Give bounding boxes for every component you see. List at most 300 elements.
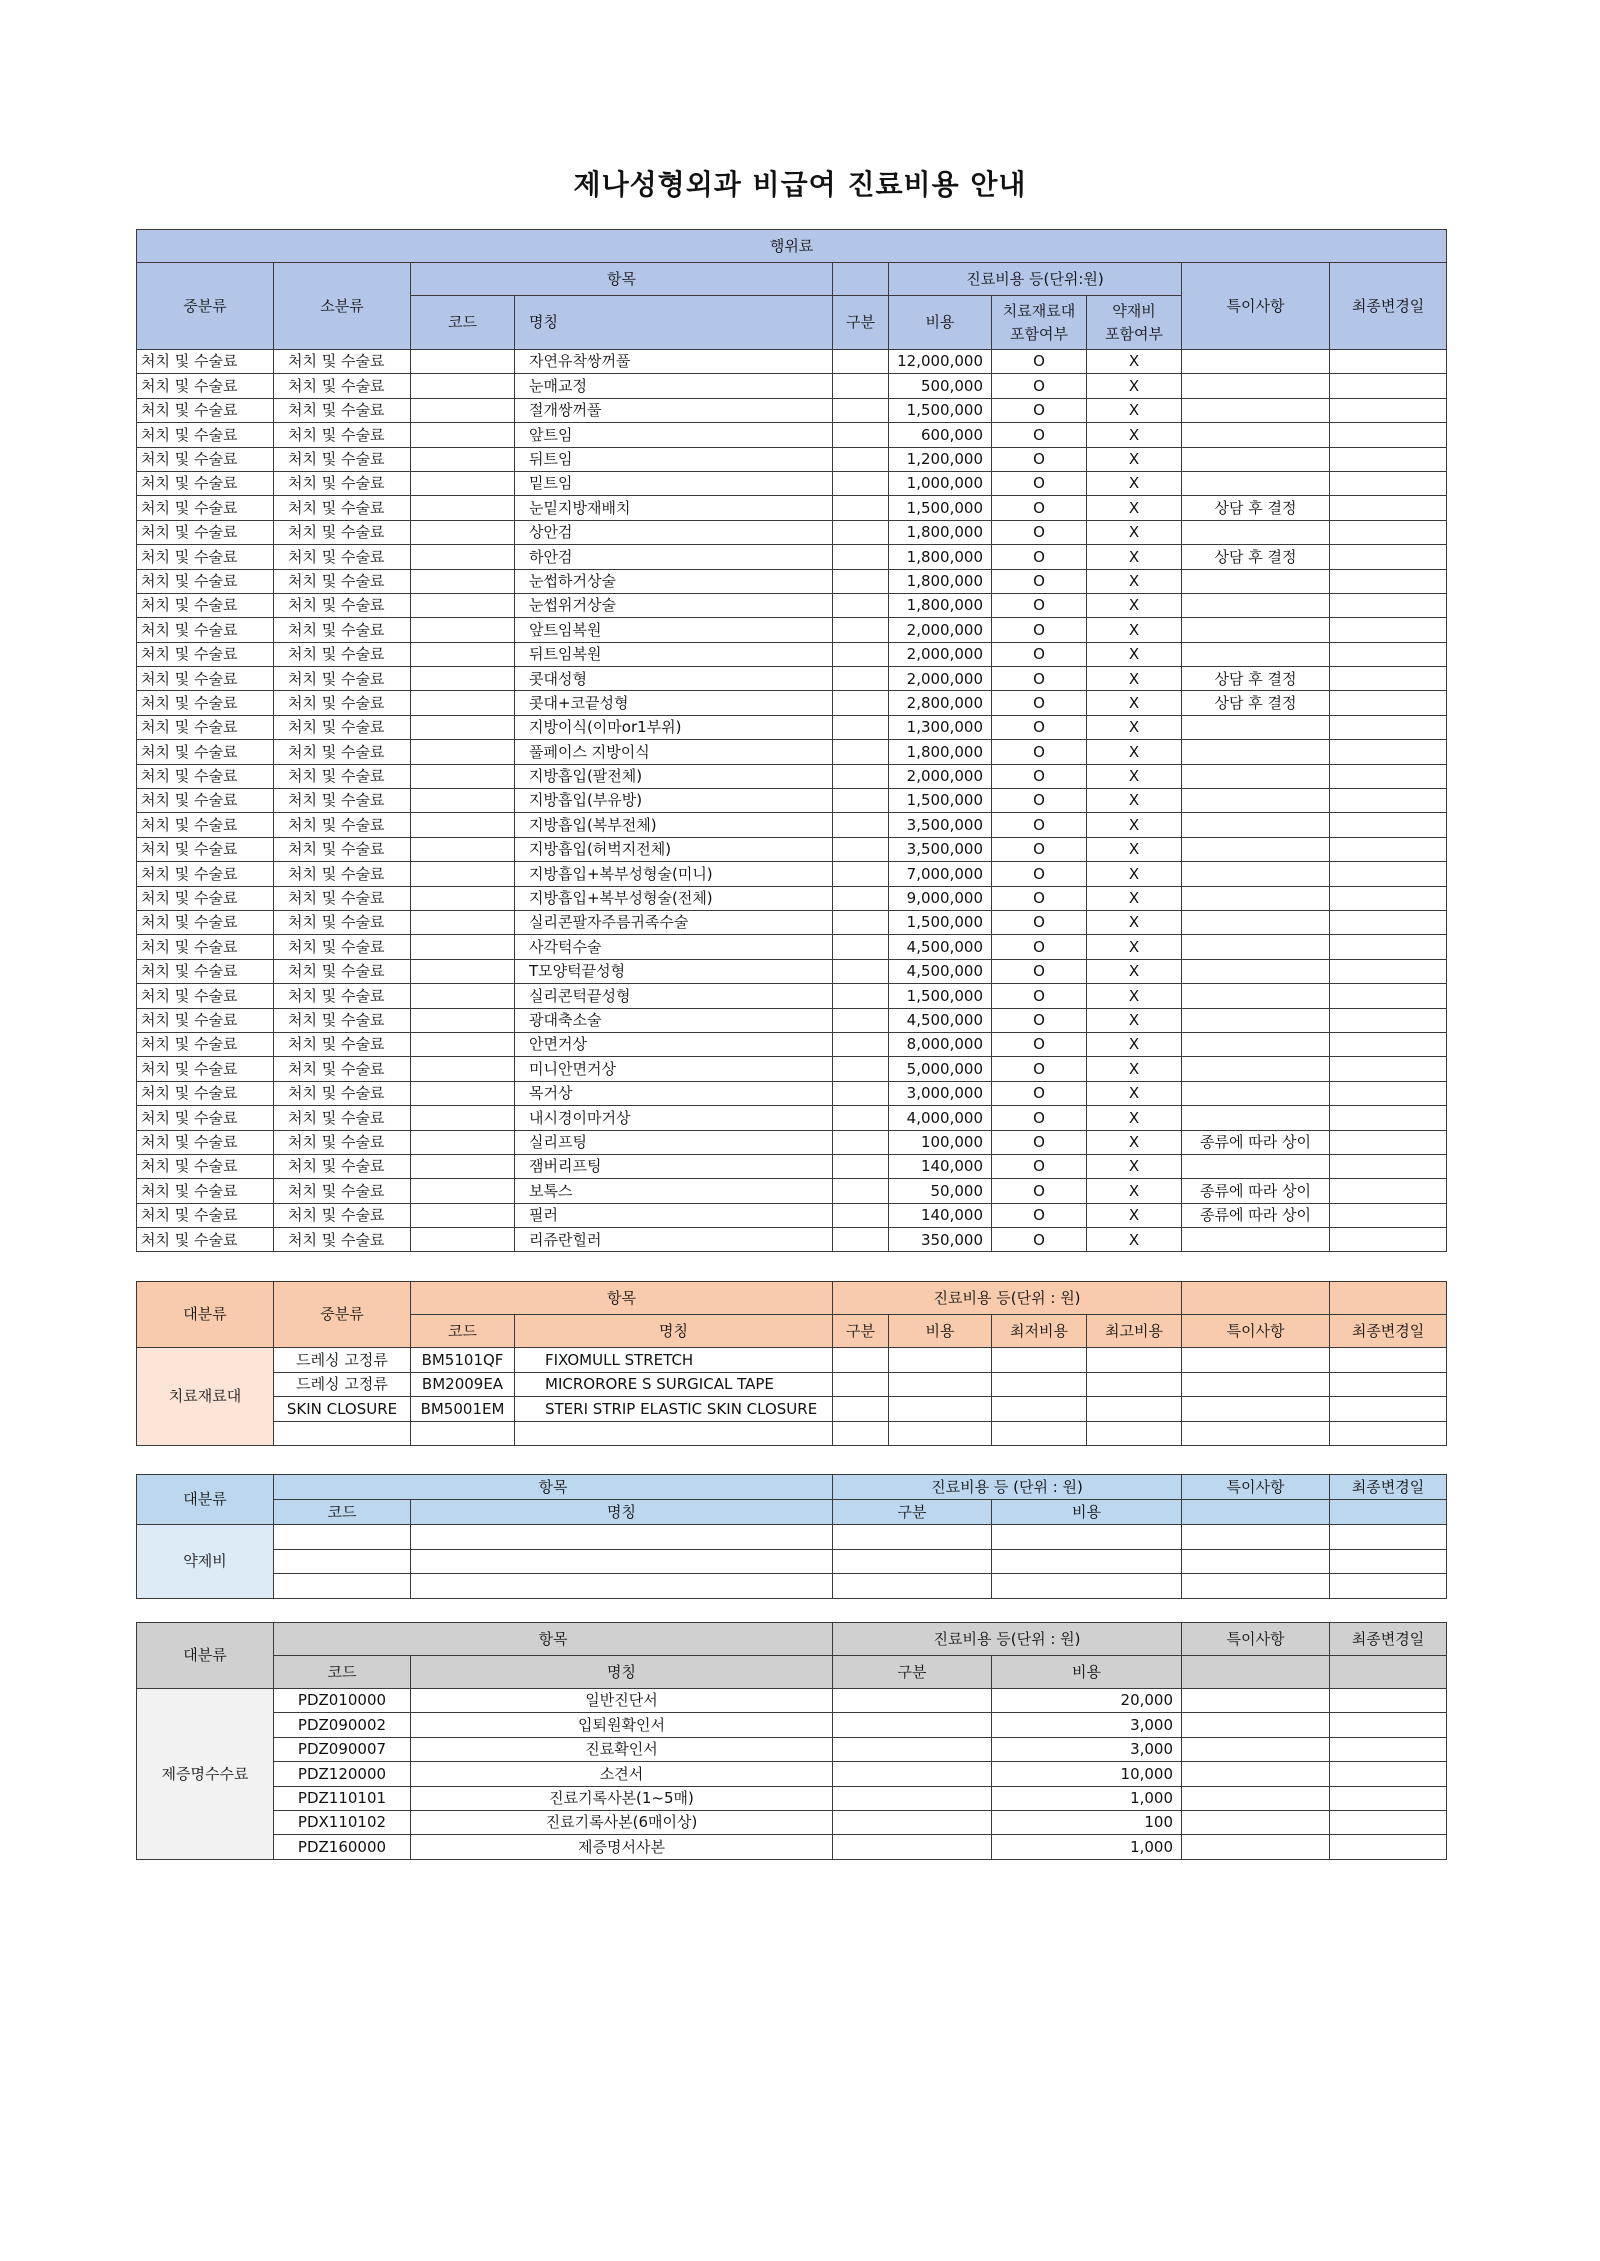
name-cell: 입퇴원확인서 [411,1713,833,1737]
drug-included-cell: X [1087,1179,1182,1203]
drug-included-cell: X [1087,545,1182,569]
cost-cell [889,1372,992,1397]
code-cell [411,1179,515,1203]
name-cell: STERI STRIP ELASTIC SKIN CLOSURE [515,1397,833,1422]
material-included-cell: O [992,423,1087,447]
last-changed-cell [1330,1421,1447,1446]
cost-group-header: 진료비용 등 (단위 : 원) [833,1475,1182,1500]
material-included-cell: O [992,398,1087,422]
material-included-cell: O [992,447,1087,471]
cost-cell: 1,500,000 [889,398,992,422]
table-row [137,813,1447,837]
material-included-cell: O [992,593,1087,617]
name-cell: 상안검 [515,520,833,544]
last-changed-cell [1330,813,1447,837]
last-changed-cell [1330,1228,1447,1252]
name-header: 명칭 [411,1656,833,1689]
sub-category-cell: 처치 및 수술료 [274,984,411,1008]
mid-category-cell: 처치 및 수술료 [137,618,274,642]
name-cell: 광대축소술 [515,1008,833,1032]
notes-cell [1182,1549,1330,1574]
drug-included-cell: X [1087,984,1182,1008]
last-changed-cell [1330,691,1447,715]
cost-header: 비용 [889,296,992,350]
last-changed-cell [1330,984,1447,1008]
last-changed-cell [1330,740,1447,764]
name-cell: FIXOMULL STRETCH [515,1348,833,1373]
name-cell: 눈밑지방재배치 [515,496,833,520]
sub-category-cell: 처치 및 수술료 [274,862,411,886]
material-included-cell: O [992,1154,1087,1178]
name-cell: 풀페이스 지방이식 [515,740,833,764]
code-cell [411,813,515,837]
notes-cell [1182,715,1330,739]
table-row [137,1228,1447,1252]
last-changed-header-spacer [1330,1282,1447,1315]
drug-included-cell: X [1087,910,1182,934]
division-cell [833,1228,889,1252]
last-changed-cell [1330,1106,1447,1130]
cost-cell: 8,000,000 [889,1032,992,1056]
code-cell [411,1228,515,1252]
code-cell [411,471,515,495]
drug-included-cell: X [1087,471,1182,495]
division-cell [833,764,889,788]
name-cell: 제증명서사본 [411,1835,833,1859]
drug-included-cell: X [1087,618,1182,642]
table-row [137,1737,1447,1761]
name-cell: 하안검 [515,545,833,569]
division-cell [833,1525,992,1550]
table-row [137,350,1447,374]
sub-category-cell: 처치 및 수술료 [274,1130,411,1154]
code-cell [411,1421,515,1446]
code-header: 코드 [411,296,515,350]
cost-cell [889,1397,992,1422]
name-cell: 지방흡입+복부성형술(전체) [515,886,833,910]
last-changed-cell [1330,618,1447,642]
table-row [137,423,1447,447]
division-cell [833,935,889,959]
sub-category-cell: 처치 및 수술료 [274,447,411,471]
code-cell [411,984,515,1008]
name-cell: 앞트임 [515,423,833,447]
mid-category-cell: 처치 및 수술료 [137,520,274,544]
last-changed-cell [1330,447,1447,471]
code-cell [411,1154,515,1178]
name-cell: 지방흡입+복부성형술(미니) [515,862,833,886]
sub-category-cell: 처치 및 수술료 [274,496,411,520]
material-included-cell: O [992,1179,1087,1203]
material-included-cell: O [992,984,1087,1008]
notes-cell [1182,789,1330,813]
division-cell [833,667,889,691]
max-cost-header: 최고비용 [1087,1315,1182,1348]
notes-cell [1182,618,1330,642]
max-cost-cell [1087,1348,1182,1373]
name-cell: 내시경이마거상 [515,1106,833,1130]
sub-category-cell: 처치 및 수술료 [274,569,411,593]
drug-included-cell: X [1087,1106,1182,1130]
sub-category-cell: 처치 및 수술료 [274,837,411,861]
table-row [137,1397,1447,1422]
last-changed-cell [1330,1549,1447,1574]
last-changed-cell [1330,1689,1447,1713]
material-included-cell: O [992,374,1087,398]
notes-cell [1182,764,1330,788]
mid-category-cell: 처치 및 수술료 [137,545,274,569]
mid-category-cell: 처치 및 수술료 [137,1228,274,1252]
table-row [137,1057,1447,1081]
notes-cell [1182,471,1330,495]
name-cell: 실리프팅 [515,1130,833,1154]
table-row [137,618,1447,642]
division-cell [833,813,889,837]
last-changed-cell [1330,1372,1447,1397]
name-cell: 진료기록사본(6매이상) [411,1810,833,1834]
code-cell [411,423,515,447]
drug-included-cell: X [1087,691,1182,715]
division-cell [833,545,889,569]
last-changed-header: 최종변경일 [1330,1623,1447,1656]
cost-cell: 1,800,000 [889,520,992,544]
division-cell [833,910,889,934]
name-cell: 일반진단서 [411,1689,833,1713]
cost-cell: 600,000 [889,423,992,447]
drug-included-cell: X [1087,520,1182,544]
sub-category-cell: 처치 및 수술료 [274,642,411,666]
division-cell [833,715,889,739]
code-cell [411,886,515,910]
notes-cell [1182,1713,1330,1737]
last-changed-cell [1330,1762,1447,1786]
cost-cell: 2,800,000 [889,691,992,715]
last-changed-cell [1330,1737,1447,1761]
material-included-cell: O [992,959,1087,983]
division-cell [833,642,889,666]
sub-category-cell: 처치 및 수술료 [274,910,411,934]
table-row [137,789,1447,813]
name-cell: 지방흡입(팔전체) [515,764,833,788]
material-included-header-line2: 포함여부 [1010,325,1068,343]
notes-cell [1182,1762,1330,1786]
notes-cell [1182,1057,1330,1081]
sub-category-cell: 처치 및 수술료 [274,764,411,788]
notes-header: 특이사항 [1182,1475,1330,1500]
division-cell [833,374,889,398]
code-cell [411,959,515,983]
mid-category-cell: 처치 및 수술료 [137,886,274,910]
drug-included-cell: X [1087,837,1182,861]
name-cell: 진료확인서 [411,1737,833,1761]
code-cell [411,764,515,788]
drug-included-cell: X [1087,813,1182,837]
mid-category-cell: 처치 및 수술료 [137,740,274,764]
cost-header: 비용 [992,1656,1182,1689]
material-included-cell: O [992,350,1087,374]
last-changed-cell [1330,1203,1447,1227]
division-cell [833,618,889,642]
cost-cell: 2,000,000 [889,642,992,666]
cost-cell: 20,000 [992,1689,1182,1713]
code-cell [411,1203,515,1227]
notes-cell [1182,1397,1330,1422]
division-cell [833,1713,992,1737]
cost-group-header: 진료비용 등(단위 : 원) [833,1623,1182,1656]
cost-cell: 1,000 [992,1786,1182,1810]
sub-category-cell: 처치 및 수술료 [274,715,411,739]
mid-category-cell: 드레싱 고정류 [274,1348,411,1373]
code-header: 코드 [411,1315,515,1348]
table-row [137,1835,1447,1859]
notes-header: 특이사항 [1182,1315,1330,1348]
notes-cell [1182,910,1330,934]
last-changed-cell [1330,789,1447,813]
section-label: 행위료 [137,230,1447,263]
mid-category-cell: 처치 및 수술료 [137,789,274,813]
material-included-cell: O [992,667,1087,691]
min-cost-cell [992,1397,1087,1422]
code-cell: PDZ110101 [274,1786,411,1810]
code-cell [411,569,515,593]
notes-cell [1182,1032,1330,1056]
cost-cell: 1,300,000 [889,715,992,739]
division-cell [833,1032,889,1056]
drug-included-cell: X [1087,1154,1182,1178]
material-included-cell: O [992,935,1087,959]
division-cell [833,1689,992,1713]
sub-category-cell: 처치 및 수술료 [274,1106,411,1130]
sub-category-cell: 처치 및 수술료 [274,350,411,374]
last-changed-cell [1330,569,1447,593]
last-changed-header: 최종변경일 [1330,1475,1447,1500]
drug-included-cell: X [1087,789,1182,813]
material-included-cell: O [992,691,1087,715]
last-changed-cell [1330,1397,1447,1422]
code-header: 코드 [274,1656,411,1689]
division-cell [833,886,889,910]
last-changed-header: 최종변경일 [1330,263,1447,350]
max-cost-cell [1087,1397,1182,1422]
drug-included-cell: X [1087,886,1182,910]
division-header: 구분 [833,1656,992,1689]
sub-category-cell: 처치 및 수술료 [274,593,411,617]
table-row [137,1348,1447,1373]
division-cell [833,593,889,617]
material-included-cell: O [992,1008,1087,1032]
last-changed-cell [1330,593,1447,617]
mid-category-cell: 처치 및 수술료 [137,471,274,495]
cost-cell: 140,000 [889,1154,992,1178]
drug-included-cell: X [1087,593,1182,617]
division-header: 구분 [833,1315,889,1348]
division-cell [833,398,889,422]
division-cell [833,1397,889,1422]
notes-cell [1182,1154,1330,1178]
notes-cell [1182,569,1330,593]
material-included-cell: O [992,813,1087,837]
code-cell [411,1057,515,1081]
drug-included-cell: X [1087,398,1182,422]
code-cell [411,837,515,861]
cost-cell [992,1574,1182,1599]
name-header: 명칭 [515,1315,833,1348]
notes-cell: 상담 후 결정 [1182,691,1330,715]
division-cell [833,520,889,544]
notes-cell [1182,1574,1330,1599]
division-cell [833,1130,889,1154]
mid-category-cell: 처치 및 수술료 [137,667,274,691]
notes-cell [1182,642,1330,666]
table-row [137,910,1447,934]
drug-included-cell: X [1087,1130,1182,1154]
table-row [137,1762,1447,1786]
division-cell [833,1574,992,1599]
cost-header: 비용 [889,1315,992,1348]
sub-category-cell: 처치 및 수술료 [274,1081,411,1105]
name-cell: 눈매교정 [515,374,833,398]
cost-cell: 1,000,000 [889,471,992,495]
cost-cell: 2,000,000 [889,618,992,642]
code-cell [411,740,515,764]
cost-cell: 1,800,000 [889,740,992,764]
cost-cell [889,1421,992,1446]
cost-group-header: 진료비용 등(단위 : 원) [833,1282,1182,1315]
table-row [137,374,1447,398]
code-cell [274,1525,411,1550]
name-cell: 진료기록사본(1~5매) [411,1786,833,1810]
cost-cell: 1,800,000 [889,545,992,569]
code-cell: PDZ090002 [274,1713,411,1737]
name-cell: 콧대성형 [515,667,833,691]
code-cell [411,496,515,520]
code-cell [411,1008,515,1032]
division-header: 구분 [833,1500,992,1525]
mid-category-cell: 처치 및 수술료 [137,764,274,788]
last-changed-cell [1330,1835,1447,1859]
cost-cell: 3,500,000 [889,813,992,837]
notes-cell: 상담 후 결정 [1182,496,1330,520]
table-row [137,691,1447,715]
last-changed-cell [1330,764,1447,788]
material-included-cell: O [992,1203,1087,1227]
last-changed-cell [1330,374,1447,398]
table-row [137,1372,1447,1397]
notes-cell [1182,1008,1330,1032]
last-changed-cell [1330,910,1447,934]
notes-cell [1182,1081,1330,1105]
material-included-cell: O [992,520,1087,544]
cost-cell: 3,000 [992,1737,1182,1761]
page-title: 제나성형외과 비급여 진료비용 안내 [573,168,1027,201]
material-included-cell: O [992,910,1087,934]
table-row [137,1713,1447,1737]
last-changed-cell [1330,545,1447,569]
code-cell [411,667,515,691]
code-cell: BM5101QF [411,1348,515,1373]
drug-included-cell: X [1087,1032,1182,1056]
code-cell: PDX110102 [274,1810,411,1834]
drug-included-cell: X [1087,642,1182,666]
table-row [137,642,1447,666]
division-cell [833,1179,889,1203]
table-row [137,1179,1447,1203]
notes-cell [1182,350,1330,374]
mid-category-cell: 처치 및 수술료 [137,935,274,959]
cost-cell: 9,000,000 [889,886,992,910]
cost-cell: 1,500,000 [889,910,992,934]
cost-cell: 1,500,000 [889,789,992,813]
cost-cell: 3,000,000 [889,1081,992,1105]
name-cell: 보톡스 [515,1179,833,1203]
material-included-header-line1: 치료재료대 [1002,301,1076,320]
drug-included-cell: X [1087,1081,1182,1105]
sub-category-cell: 처치 및 수술료 [274,667,411,691]
last-changed-cell [1330,642,1447,666]
division-cell [833,1008,889,1032]
material-included-cell: O [992,1057,1087,1081]
notes-cell: 종류에 따라 상이 [1182,1130,1330,1154]
mid-category-cell: SKIN CLOSURE [274,1397,411,1422]
cost-cell: 3,000 [992,1713,1182,1737]
notes-cell [1182,1421,1330,1446]
notes-cell [1182,374,1330,398]
mid-category-cell: 처치 및 수술료 [137,813,274,837]
name-cell: 소견서 [411,1762,833,1786]
division-cell [833,423,889,447]
table-row [137,496,1447,520]
drug-included-cell: X [1087,374,1182,398]
material-included-cell: O [992,471,1087,495]
min-cost-cell [992,1421,1087,1446]
last-changed-cell [1330,837,1447,861]
cost-cell: 4,500,000 [889,959,992,983]
code-cell: PDZ010000 [274,1689,411,1713]
mid-category-cell: 처치 및 수술료 [137,959,274,983]
notes-cell [1182,1689,1330,1713]
last-changed-cell [1330,1057,1447,1081]
code-cell [411,350,515,374]
mid-category-cell: 처치 및 수술료 [137,715,274,739]
material-included-cell: O [992,569,1087,593]
division-header-spacer [833,263,889,296]
code-cell [411,447,515,471]
division-cell [833,496,889,520]
name-cell: 뒤트임 [515,447,833,471]
mid-category-cell: 처치 및 수술료 [137,910,274,934]
division-cell [833,1835,992,1859]
notes-cell [1182,423,1330,447]
drug-included-cell: X [1087,862,1182,886]
sub-category-cell: 처치 및 수술료 [274,374,411,398]
table-row [137,1525,1447,1550]
notes-cell [1182,984,1330,1008]
notes-cell [1182,447,1330,471]
sub-category-header: 소분류 [274,263,411,350]
mid-category-cell: 처치 및 수술료 [137,1130,274,1154]
drug-included-cell: X [1087,350,1182,374]
procedure-fee-table [136,229,1447,1252]
table-row [137,935,1447,959]
last-changed-cell [1330,1154,1447,1178]
table-row [137,1008,1447,1032]
drug-included-cell: X [1087,959,1182,983]
cost-cell: 2,000,000 [889,764,992,788]
item-header: 항목 [411,263,833,296]
cost-cell [992,1549,1182,1574]
mid-category-cell: 처치 및 수술료 [137,447,274,471]
material-included-cell: O [992,1106,1087,1130]
